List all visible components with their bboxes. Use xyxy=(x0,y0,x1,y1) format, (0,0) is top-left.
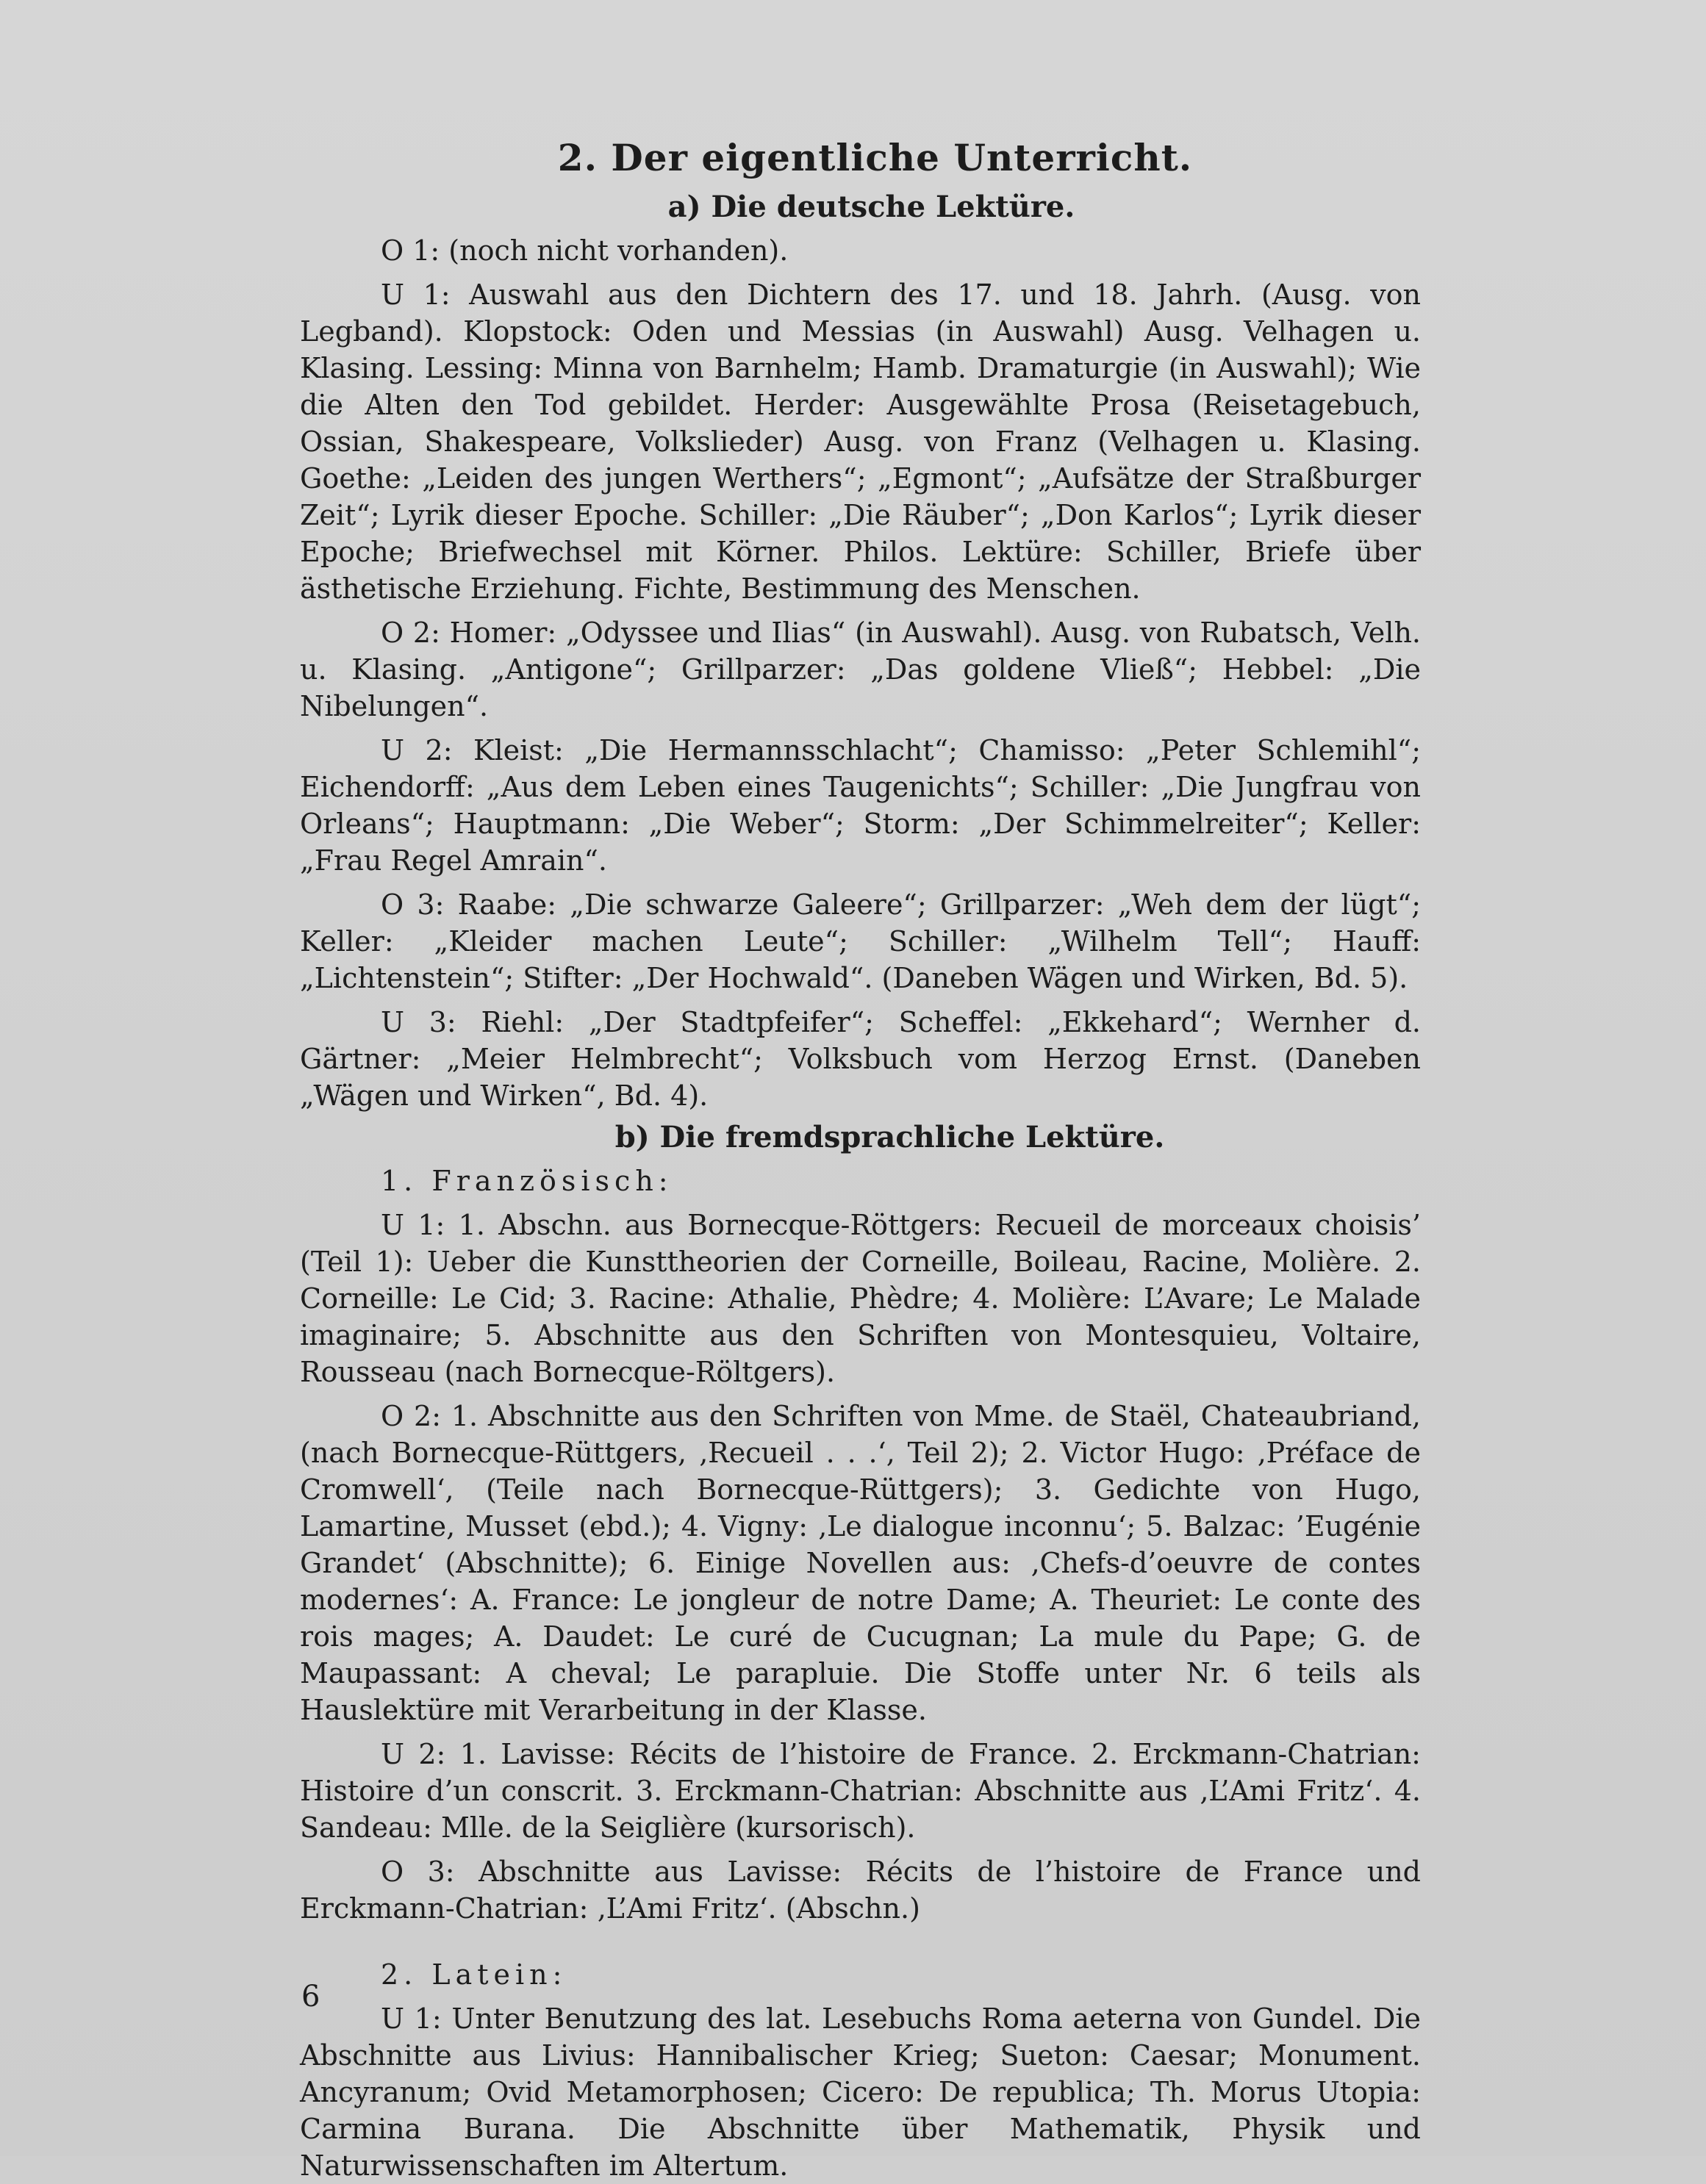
latin-heading: 2. Latein: xyxy=(381,1958,567,1991)
subsection-title-foreign: b) Die fremdsprachliche Lektüre. xyxy=(614,1120,1165,1154)
page-number: 6 xyxy=(301,1980,320,2014)
latin-entry-u1: U 1: Unter Benutzung des lat. Lesebuchs Roma aeterna von Gundel. Die Abschnitte aus Livius: Hannibalischer Krieg; Sueton: Caesar; Monument. Ancyranum; Ovid Metamorphosen; Cicero: De republica; Th. Morus Utopia: Carmina Burana. Die Abschnitte über Mathematik, Physik und Naturwissenschaften im Altertum. xyxy=(300,2002,1421,2182)
french-entry-u2: U 2: 1. Lavisse: Récits de l’histoire de France. 2. Erckmann-Chatrian: Histoire d’un conscrit. 3. Erckmann-Chatrian: Abschnitte aus ‚L’Ami Fritz‘. 4. Sandeau: Mlle. de la Seiglière (kursorisch). xyxy=(300,1738,1421,1844)
german-entry-o2: O 2: Homer: „Odyssee und Ilias“ (in Auswahl). Ausg. von Rubatsch, Velh. u. Klasing. „Antigone“; Grillparzer: „Das goldene Vließ“; Hebbel: „Die Nibelungen“. xyxy=(300,617,1421,722)
french-entry-u1: U 1: 1. Abschn. aus Bornecque-Röttgers: Recueil de morceaux choisis’ (Teil 1): Ueber die Kunsttheorien der Corneille, Boileau, Racine, Molière. 2. Corneille: Le Cid; 3. Racine: Athalie, Phèdre; 4. Molière: L’Avare; Le Malade imaginaire; 5. Abschnitte aus den Schriften von Montesquieu, Voltaire, Rousseau (nach Bornecque-Röltgers). xyxy=(300,1209,1421,1388)
french-entry-o3: O 3: Abschnitte aus Lavisse: Récits de l’histoire de France und Erckmann-Chatrian: ‚L’Ami Fritz‘. (Abschn.) xyxy=(300,1856,1421,1925)
german-entry-u3: U 3: Riehl: „Der Stadtpfeifer“; Scheffel: „Ekkehard“; Wernher d. Gärtner: „Meier Helmbrecht“; Volksbuch vom Herzog Ernst. (Daneben „Wägen und Wirken“, Bd. 4). xyxy=(300,1006,1421,1112)
french-entry-o2: O 2: 1. Abschnitte aus den Schriften von Mme. de Staël, Chateaubriand, (nach Bornecque-Rüttgers, ‚Recueil . . .‘, Teil 2); 2. Victor Hugo: ‚Préface de Cromwell‘, (Teile nach Bornecque-Rüttgers); 3. Gedichte von Hugo, Lamartine, Musset (ebd.); 4. Vigny: ‚Le dialogue inconnu‘; 5. Balzac: ’Eugénie Grandet‘ (Abschnitte); 6. Einige Novellen aus: ‚Chefs-d’oeuvre de contes modernes‘: A. France: Le jongleur de notre Dame; A. Theuriet: Le conte des rois mages; A. Daudet: Le curé de Cucugnan; La mule du Pape; G. de Maupassant: A cheval; Le parapluie. Die Stoffe unter Nr. 6 teils als Hauslektüre mit Verarbeitung in der Klasse. xyxy=(300,1400,1421,1726)
german-entry-o3: O 3: Raabe: „Die schwarze Galeere“; Grillparzer: „Weh dem der lügt“; Keller: „Kleider machen Leute“; Schiller: „Wilhelm Tell“; Hauff: „Lichtenstein“; Stifter: „Der Hochwald“. (Daneben Wägen und Wirken, Bd. 5). xyxy=(300,888,1421,994)
german-entry-u1: U 1: Auswahl aus den Dichtern des 17. und 18. Jahrh. (Ausg. von Legband). Klopstock: Oden und Messias (in Auswahl) Ausg. Velhagen u. Klasing. Lessing: Minna von Barnhelm; Hamb. Dramaturgie (in Auswahl); Wie die Alten den Tod gebildet. Herder: Ausgewählte Prosa (Reisetagebuch, Ossian, Shakespeare, Volkslieder) Ausg. von Franz (Velhagen u. Klasing. Goethe: „Leiden des jungen Werthers“; „Egmont“; „Aufsätze der Straßburger Zeit“; Lyrik dieser Epoche. Schiller: „Die Räuber“; „Don Karlos“; Lyrik dieser Epoche; Briefwechsel mit Körner. Philos. Lektüre: Schiller, Briefe über ästhetische Erziehung. Fichte, Bestimmung des Menschen. xyxy=(300,279,1421,605)
german-entry-u2: U 2: Kleist: „Die Hermannsschlacht“; Chamisso: „Peter Schlemihl“; Eichendorff: „Aus dem Leben eines Taugenichts“; Schiller: „Die Jungfrau von Orleans“; Hauptmann: „Die Weber“; Storm: „Der Schimmelreiter“; Keller: „Frau Regel Amrain“. xyxy=(300,734,1421,877)
page-content xyxy=(300,132,1421,2184)
german-entry-o1: O 1: (noch nicht vorhanden). xyxy=(381,234,789,267)
french-heading: 1. Französisch: xyxy=(381,1165,673,1197)
section-title: 2. Der eigentliche Unterricht. xyxy=(557,136,1193,179)
subsection-title-german: a) Die deutsche Lektüre. xyxy=(667,190,1075,224)
